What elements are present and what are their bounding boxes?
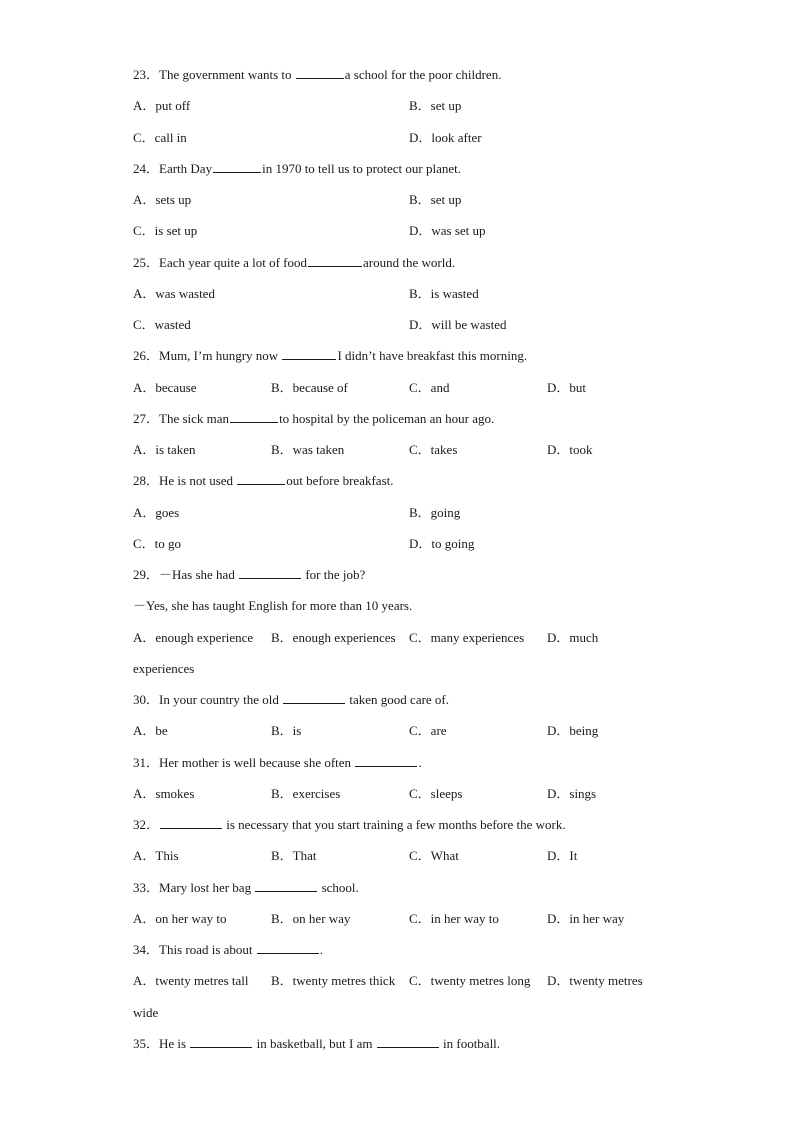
option-b: B．exercises <box>271 785 341 801</box>
question-text: in 1970 to tell us to protect our planet. <box>262 160 462 176</box>
question-stem <box>133 465 693 496</box>
exam-document <box>133 59 693 1059</box>
answer-blank <box>160 816 222 829</box>
option-row <box>133 215 693 246</box>
option-row <box>133 840 693 871</box>
answer-blank <box>296 66 344 79</box>
question-text: is necessary that you start training a few months before the work. <box>223 817 566 832</box>
option-a: A．on her way to <box>133 910 227 926</box>
answer-blank <box>355 754 417 767</box>
option-d: D．took <box>547 442 593 457</box>
option-a: A．put off <box>133 98 191 114</box>
option-a: A．because <box>133 379 197 395</box>
answer-blank <box>257 941 319 954</box>
question-text: Her mother is well because she often <box>159 754 355 770</box>
question-number: 24． <box>133 160 160 176</box>
option-c: C．and <box>409 379 450 395</box>
question-stem <box>133 247 693 278</box>
question-text: Earth Day <box>159 160 213 176</box>
option-row <box>133 528 693 559</box>
option-row <box>133 372 693 403</box>
question-number: 27． <box>133 410 160 426</box>
option-b: B．on her way <box>271 910 351 926</box>
option-wrap-text: experiences <box>133 660 195 676</box>
option-b: B．was taken <box>271 442 345 457</box>
option-c: C．many experiences <box>409 629 525 645</box>
option-row <box>133 434 693 465</box>
question-text: out before breakfast. <box>286 473 394 489</box>
answer-blank <box>255 879 317 892</box>
question-text: Mum, I’m hungry now <box>159 348 282 364</box>
answer-blank <box>308 254 362 267</box>
option-c: C．twenty metres long <box>409 973 531 989</box>
answer-blank <box>239 566 301 579</box>
question-number: 29． <box>133 567 160 582</box>
question-text: This road is about <box>159 942 256 957</box>
question-number: 23． <box>133 67 160 82</box>
option-d: D．was set up <box>409 223 486 239</box>
question-text: taken good care of. <box>346 692 450 707</box>
question-text: －Has she had <box>159 567 239 582</box>
question-number: 25． <box>133 254 160 270</box>
question-number: 32． <box>133 817 160 832</box>
option-c: C．are <box>409 723 447 739</box>
option-c: C．call in <box>133 129 187 145</box>
question-text: The government wants to <box>159 67 295 82</box>
question-text: I didn’t have breakfast this morning. <box>337 348 528 364</box>
question-stem <box>133 559 693 590</box>
question-text: In your country the old <box>159 692 283 707</box>
option-a: A．was wasted <box>133 285 215 301</box>
option-d: D．sings <box>547 785 597 801</box>
option-a: A．be <box>133 723 168 739</box>
answer-blank <box>377 1035 439 1048</box>
question-text: . <box>418 754 422 770</box>
option-d: D．much <box>547 629 599 645</box>
option-d: D．look after <box>409 129 482 145</box>
question-stem <box>133 153 693 184</box>
option-a: A．goes <box>133 504 180 520</box>
answer-blank <box>283 691 345 704</box>
option-row <box>133 122 693 153</box>
option-b: B．enough experiences <box>271 629 396 645</box>
option-d: D．in her way <box>547 910 625 926</box>
question-number: 30． <box>133 692 160 707</box>
option-a: A．smokes <box>133 785 195 801</box>
answer-blank <box>190 1035 252 1048</box>
question-stem <box>133 684 693 715</box>
option-a: A．is taken <box>133 442 196 457</box>
answer-blank <box>237 472 285 485</box>
option-row <box>133 497 693 528</box>
option-wrap-text: wide <box>133 1004 159 1020</box>
option-c: C．in her way to <box>409 910 499 926</box>
option-d: D．will be wasted <box>409 317 507 332</box>
question-stem <box>133 340 693 371</box>
question-stem <box>133 934 693 965</box>
option-row <box>133 309 693 340</box>
question-stem <box>133 403 693 434</box>
option-b: B．set up <box>409 192 462 207</box>
question-text: to hospital by the policeman an hour ago. <box>279 410 495 426</box>
answer-blank <box>282 347 336 360</box>
option-a: A．This <box>133 848 179 864</box>
option-d: D．but <box>547 379 587 395</box>
option-b: B．That <box>271 848 317 864</box>
option-a: A．twenty metres tall <box>133 973 249 989</box>
question-stem <box>133 809 693 840</box>
question-text: The sick man <box>159 410 230 426</box>
question-stem <box>133 1028 693 1059</box>
option-b: B．is <box>271 723 302 739</box>
question-text: in football. <box>439 1035 501 1051</box>
option-row <box>133 903 693 934</box>
option-d: D．twenty metres <box>547 973 643 989</box>
option-c: C．What <box>409 848 459 864</box>
question-text: Mary lost her bag <box>159 879 255 895</box>
question-text: a school for the poor children. <box>344 67 502 82</box>
option-b: B．going <box>409 504 461 520</box>
option-c: C．takes <box>409 442 458 457</box>
option-c: C．sleeps <box>409 785 463 801</box>
answer-blank <box>213 160 261 173</box>
question-stem <box>133 872 693 903</box>
option-b: B．because of <box>271 379 348 395</box>
option-d: D．It <box>547 848 578 864</box>
question-text: . <box>319 942 324 957</box>
option-d: D．being <box>547 723 599 739</box>
question-number: 34． <box>133 942 160 957</box>
question-number: 31． <box>133 754 160 770</box>
question-text: He is <box>159 1035 190 1051</box>
answer-blank <box>230 410 278 423</box>
question-text: school. <box>318 879 359 895</box>
option-row <box>133 965 693 996</box>
option-b: B．set up <box>409 98 462 114</box>
question-text: for the job? <box>302 567 366 582</box>
option-a: A．enough experience <box>133 629 254 645</box>
option-c: C．to go <box>133 535 182 551</box>
question-stem <box>133 59 693 90</box>
question-text: in basketball, but I am <box>253 1035 376 1051</box>
question-text: He is not used <box>159 473 237 489</box>
question-number: 33． <box>133 879 160 895</box>
option-row <box>133 622 693 653</box>
option-row <box>133 278 693 309</box>
option-row <box>133 715 693 746</box>
question-number: 35． <box>133 1035 160 1051</box>
option-row <box>133 90 693 121</box>
option-b: B．twenty metres thick <box>271 973 396 989</box>
question-stem <box>133 747 693 778</box>
option-c: C．is set up <box>133 223 198 239</box>
option-row <box>133 184 693 215</box>
option-d: D．to going <box>409 535 475 551</box>
option-c: C．wasted <box>133 317 191 332</box>
option-b: B．is wasted <box>409 285 479 301</box>
question-number: 28． <box>133 473 160 489</box>
question-dialogue: －Yes, she has taught English for more than 10 years. <box>133 598 413 614</box>
question-number: 26． <box>133 348 160 364</box>
option-a: A．sets up <box>133 192 192 207</box>
option-row <box>133 778 693 809</box>
question-text: Each year quite a lot of food <box>159 254 308 270</box>
question-text: around the world. <box>363 254 456 270</box>
